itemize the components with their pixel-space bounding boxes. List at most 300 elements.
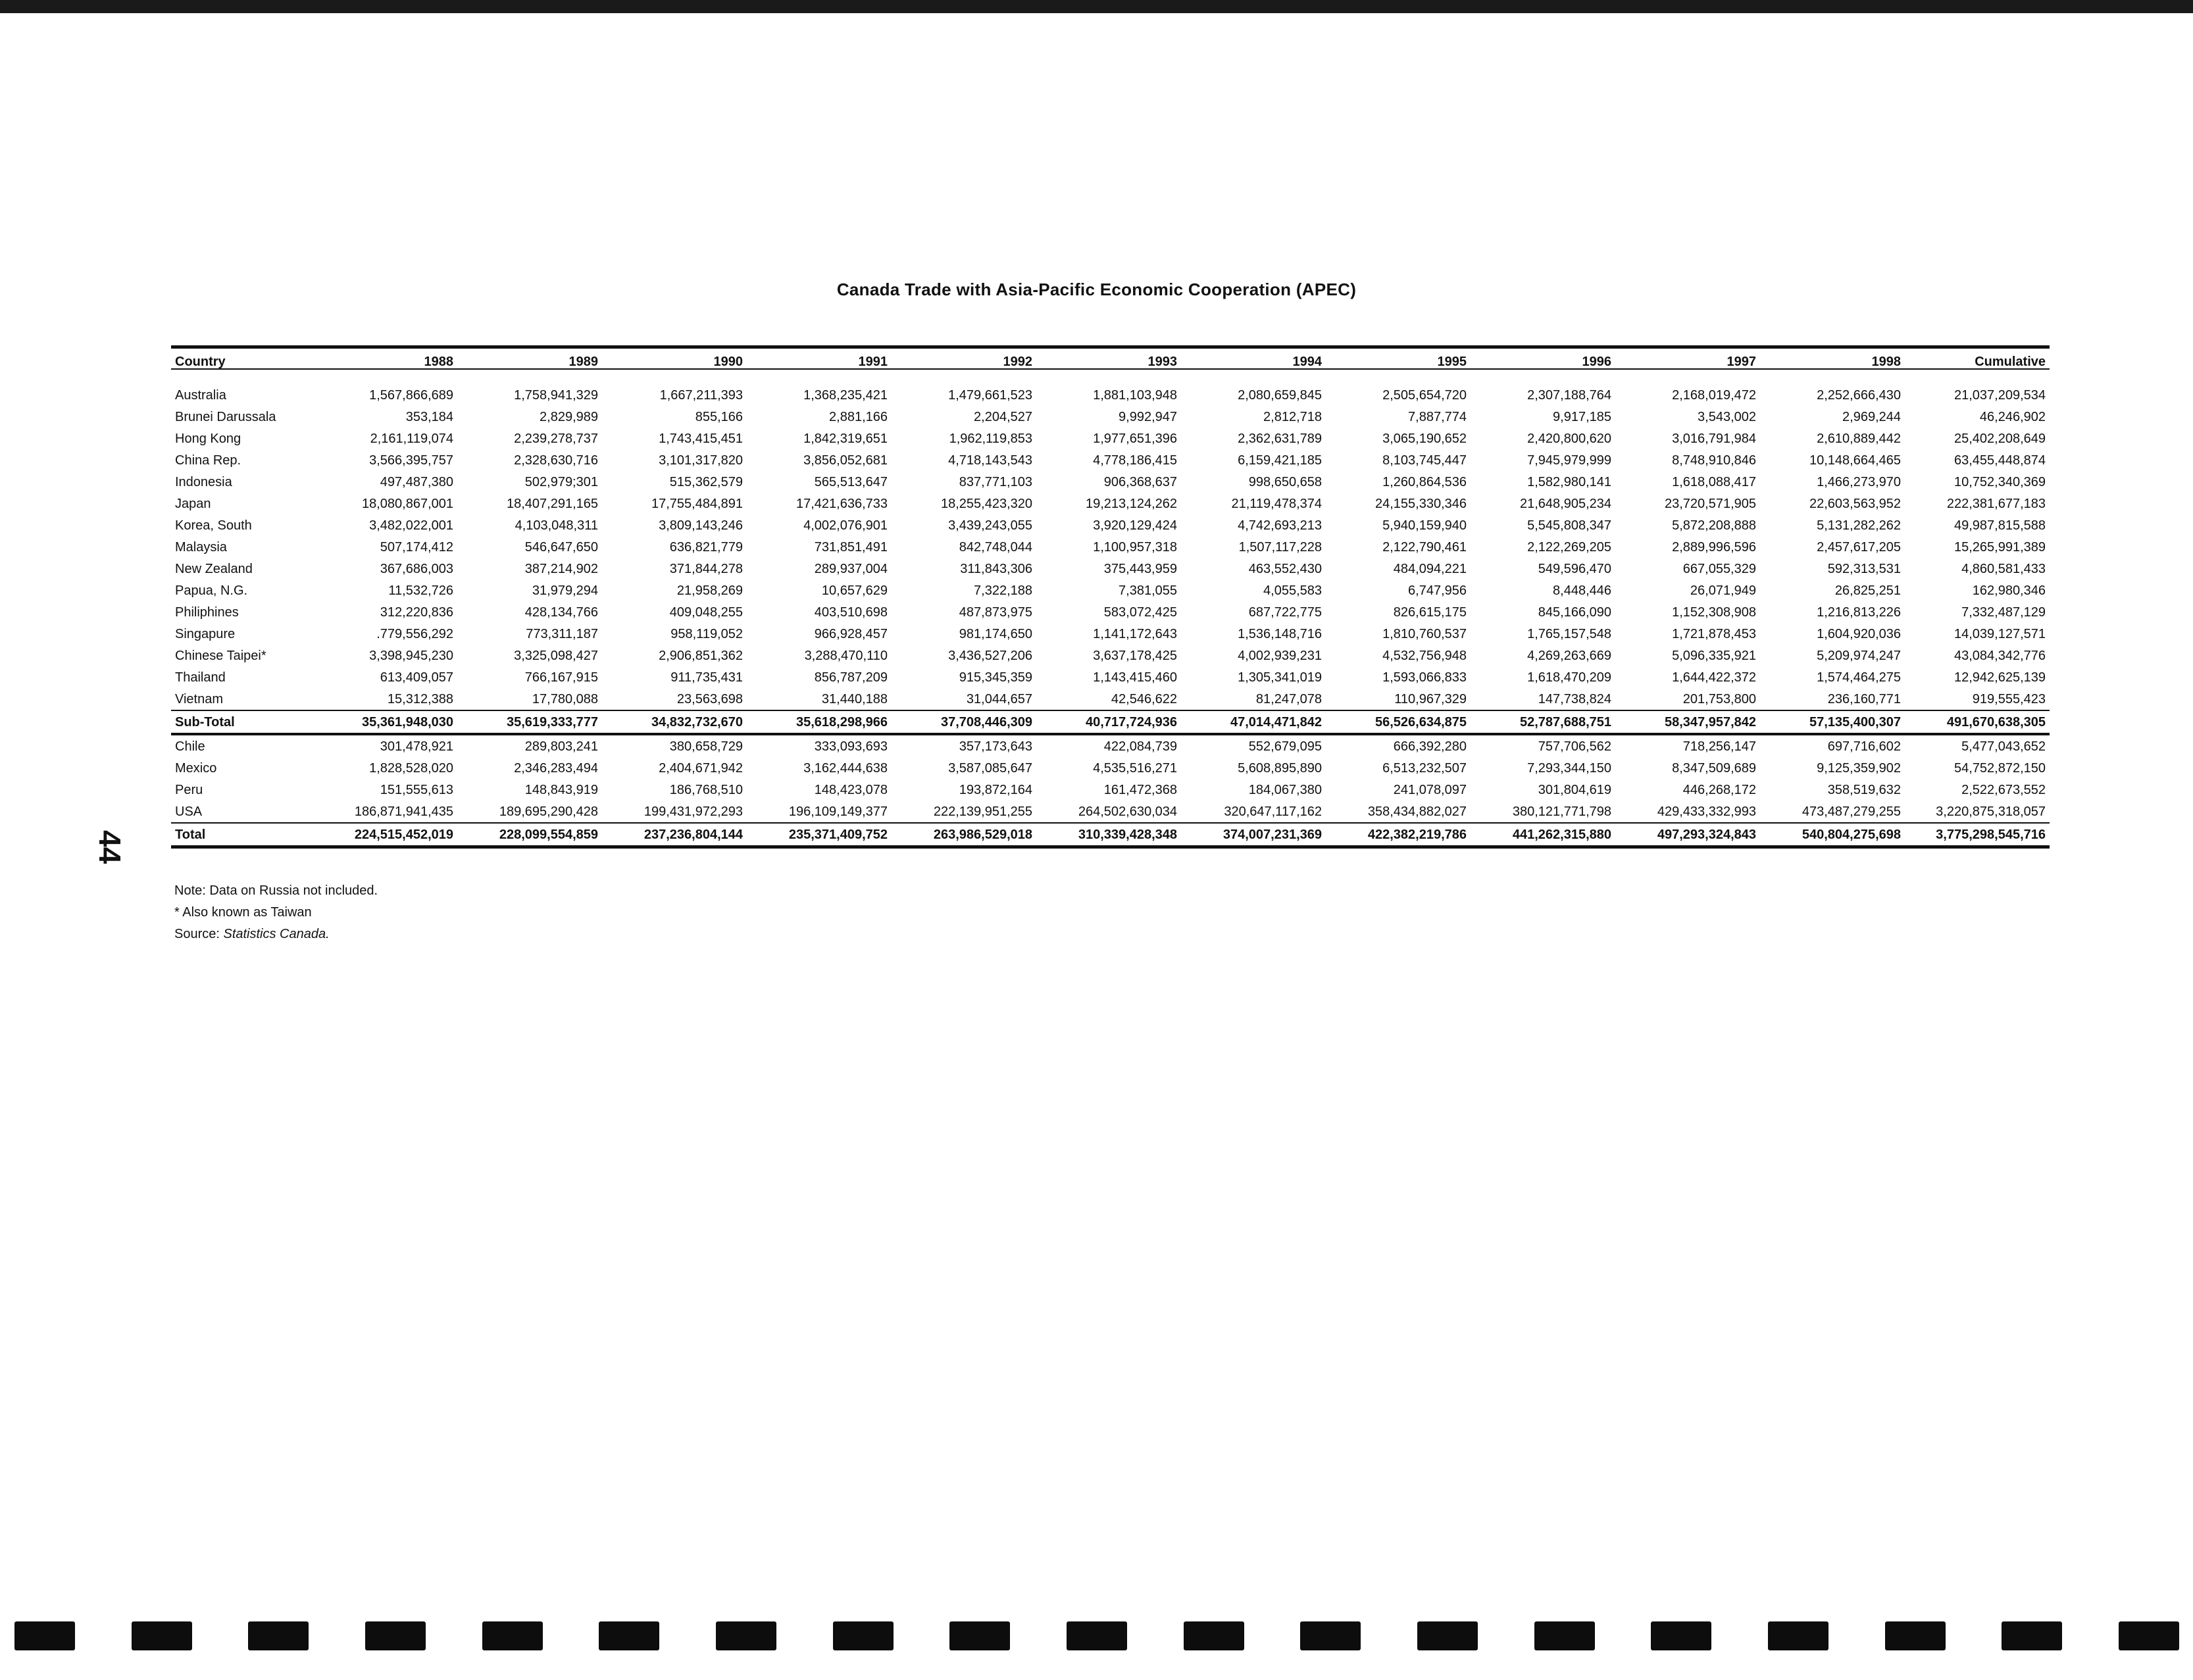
value-cell: 52,787,688,751: [1471, 710, 1615, 734]
value-cell: 502,979;301: [524, 474, 598, 489]
value-cell: 7,945,979,999: [1527, 453, 1611, 468]
country-cell: Korea, South: [175, 518, 252, 533]
value-cell: 5,477,043,652: [1961, 739, 2046, 754]
value-cell: 26,825,251: [1834, 583, 1901, 598]
value-cell: 1,765,157,548: [1527, 626, 1611, 641]
table-row: [171, 688, 2050, 710]
footer-dash: [1534, 1621, 1595, 1650]
source-value: Statistics Canada.: [223, 927, 330, 941]
value-cell: 3,220,875,318,057: [1936, 804, 2046, 819]
value-cell: 320,647,117,162: [1224, 804, 1322, 819]
value-cell: 2,812,718: [1263, 409, 1322, 424]
value-cell: 42,546,622: [1111, 691, 1177, 706]
value-cell: 441,262,315,880: [1471, 823, 1615, 847]
value-cell: 2,362,631,789: [1238, 431, 1322, 446]
value-cell: 2,328,630,716: [514, 453, 598, 468]
table-row: [171, 601, 2050, 623]
value-cell: 25,402,208,649: [1954, 431, 2046, 446]
value-cell: 666,392,280: [1393, 739, 1467, 754]
value-cell: 2,204,527: [974, 409, 1032, 424]
value-cell: 1,582,980,141: [1527, 474, 1611, 489]
footer-dash: [1651, 1621, 1711, 1650]
value-cell: 35,618,298,966: [747, 710, 892, 734]
value-cell: 718,256,147: [1682, 739, 1756, 754]
table-row: [171, 536, 2050, 558]
value-cell: 14,039,127,571: [1954, 626, 2046, 641]
value-cell: 4,532,756,948: [1382, 648, 1467, 663]
value-cell: 473,487,279,255: [1802, 804, 1901, 819]
value-cell: 147,738,824: [1538, 691, 1611, 706]
spacer-row: [171, 369, 2050, 384]
value-cell: 3,288,470,110: [804, 648, 888, 663]
value-cell: 21,958,269: [676, 583, 743, 598]
value-cell: 3,436,527,206: [948, 648, 1032, 663]
value-cell: 23,563,698: [676, 691, 743, 706]
value-cell: 35,361,948,030: [313, 710, 457, 734]
table-row: [171, 514, 2050, 536]
scan-footer-dashes: [14, 1621, 2179, 1654]
value-cell: 3,775,298,545,716: [1905, 823, 2050, 847]
value-cell: 2,522,673,552: [1961, 782, 2046, 797]
value-cell: 906,368,637: [1103, 474, 1177, 489]
value-cell: 3,920,129,424: [1093, 518, 1177, 533]
scan-top-border: [0, 0, 2193, 13]
trade-table: [171, 345, 2050, 849]
value-cell: 2,346,283,494: [514, 760, 598, 776]
value-cell: 546,647,650: [524, 539, 598, 555]
value-cell: 428,134,766: [524, 605, 598, 620]
value-cell: 1,368,235,421: [803, 387, 888, 403]
value-cell: 1,842,319,651: [803, 431, 888, 446]
value-cell: 2,122,269,205: [1527, 539, 1611, 555]
value-cell: 17,421,636,733: [795, 496, 888, 511]
country-cell: Papua, N.G.: [175, 583, 248, 598]
table-row: [171, 406, 2050, 428]
country-cell: Peru: [175, 782, 203, 797]
table-row: [171, 493, 2050, 514]
value-cell: 958,119,052: [670, 626, 743, 641]
value-cell: 2,307,188,764: [1527, 387, 1611, 403]
value-cell: 3,809,143,246: [659, 518, 743, 533]
value-cell: 1,667,211,393: [659, 387, 743, 403]
value-cell: 58,347,957,842: [1615, 710, 1760, 734]
value-cell: 9,992,947: [1119, 409, 1177, 424]
value-cell: 3,016,791,984: [1672, 431, 1756, 446]
value-cell: 422,382,219,786: [1326, 823, 1471, 847]
value-cell: 3,856,052,681: [803, 453, 888, 468]
value-cell: 10,148,664,465: [1809, 453, 1901, 468]
page-number: 44: [93, 830, 127, 864]
country-cell: Chinese Taipei*: [175, 648, 266, 663]
value-cell: 592,313,531: [1827, 561, 1901, 576]
column-header-1997: 1997: [1615, 347, 1760, 370]
value-cell: 43,084,342,776: [1954, 648, 2046, 663]
value-cell: 241,078,097: [1393, 782, 1467, 797]
value-cell: 54,752,872,150: [1954, 760, 2046, 776]
value-cell: 380,121,771,798: [1512, 804, 1611, 819]
value-cell: 403,510,698: [814, 605, 888, 620]
value-cell: 766,167,915: [524, 670, 598, 685]
value-cell: 228,099,554,859: [457, 823, 602, 847]
value-cell: 289,803,241: [524, 739, 598, 754]
value-cell: 842,748,044: [959, 539, 1032, 555]
value-cell: 3,162,444,638: [803, 760, 888, 776]
value-cell: 3,325,098,427: [514, 648, 598, 663]
value-cell: 23,720,571,905: [1664, 496, 1756, 511]
value-cell: 497,293,324,843: [1615, 823, 1760, 847]
value-cell: 5,131,282,262: [1817, 518, 1901, 533]
value-cell: 17,755,484,891: [651, 496, 743, 511]
value-cell: 12,942,625,139: [1954, 670, 2046, 685]
value-cell: 1,260,864,536: [1382, 474, 1467, 489]
value-cell: 2,404,671,942: [659, 760, 743, 776]
source-label: Source:: [174, 927, 224, 941]
value-cell: 18,080,867,001: [361, 496, 453, 511]
value-cell: 4,860,581,433: [1961, 561, 2046, 576]
table-row: [171, 645, 2050, 666]
value-cell: 4,002,076,901: [803, 518, 888, 533]
column-header-1994: 1994: [1181, 347, 1326, 370]
table-row: [171, 801, 2050, 823]
value-cell: 301,804,619: [1538, 782, 1611, 797]
value-cell: 2,881,166: [829, 409, 888, 424]
value-cell: 5,209,974,247: [1817, 648, 1901, 663]
value-cell: 222,139,951,255: [933, 804, 1032, 819]
column-header-cumulative: Cumulative: [1905, 347, 2050, 370]
value-cell: 911,735,431: [670, 670, 743, 685]
value-cell: 1,618,088,417: [1672, 474, 1756, 489]
country-cell: Hong Kong: [175, 431, 241, 446]
note-russia: Note: Data on Russia not included.: [174, 883, 378, 898]
value-cell: 358,434,882,027: [1367, 804, 1467, 819]
value-cell: 5,872,208,888: [1672, 518, 1756, 533]
value-cell: 311,843,306: [960, 561, 1032, 576]
value-cell: 222,381,677,183: [1946, 496, 2046, 511]
value-cell: 110,967,329: [1394, 691, 1467, 706]
value-cell: 4,055,583: [1263, 583, 1322, 598]
footer-dash: [1184, 1621, 1244, 1650]
value-cell: 21,037,209,534: [1954, 387, 2046, 403]
footer-dash: [1417, 1621, 1478, 1650]
value-cell: 63,455,448,874: [1954, 453, 2046, 468]
value-cell: 484,094,221: [1393, 561, 1467, 576]
table-row: [171, 449, 2050, 471]
value-cell: 56,526,634,875: [1326, 710, 1471, 734]
value-cell: 2,168,019,472: [1672, 387, 1756, 403]
total-row: [171, 823, 2050, 847]
value-cell: 2,080,659,845: [1238, 387, 1322, 403]
value-cell: 236,160,771: [1827, 691, 1901, 706]
value-cell: 3,482,022,001: [369, 518, 453, 533]
value-cell: 186,871,941,435: [354, 804, 453, 819]
value-cell: 7,322,188: [974, 583, 1032, 598]
value-cell: 757,706,562: [1538, 739, 1611, 754]
value-cell: 1,644,422,372: [1672, 670, 1756, 685]
value-cell: 463,552,430: [1248, 561, 1322, 576]
value-cell: 375,443,959: [1103, 561, 1177, 576]
value-cell: 2,161,119,074: [370, 431, 453, 446]
value-cell: 1,604,920,036: [1817, 626, 1901, 641]
value-cell: 37,708,446,309: [892, 710, 1036, 734]
value-cell: 981,174,650: [959, 626, 1032, 641]
value-cell: 409,048,255: [669, 605, 743, 620]
value-cell: 9,125,359,902: [1817, 760, 1901, 776]
value-cell: 380,658,729: [669, 739, 743, 754]
value-cell: 10,657,629: [821, 583, 888, 598]
country-cell: Japan: [175, 496, 211, 511]
value-cell: 636,821,779: [669, 539, 743, 555]
value-cell: 687,722,775: [1248, 605, 1322, 620]
value-cell: 4,778,186,415: [1093, 453, 1177, 468]
country-cell: Indonesia: [175, 474, 232, 489]
value-cell: 1,828,528,020: [369, 760, 453, 776]
country-cell: Malaysia: [175, 539, 227, 555]
value-cell: 1,100,957,318: [1093, 539, 1177, 555]
table-row: [171, 734, 2050, 757]
footer-dash: [132, 1621, 192, 1650]
subtotal-row: [171, 710, 2050, 734]
country-cell: Sub-Total: [171, 710, 313, 734]
value-cell: 3,439,243,055: [948, 518, 1032, 533]
value-cell: 199,431,972,293: [643, 804, 743, 819]
table-title: Canada Trade with Asia-Pacific Economic Cooperation (APEC): [836, 280, 1357, 299]
table-row: [171, 666, 2050, 688]
value-cell: 387,214,902: [524, 561, 598, 576]
table-row: [171, 428, 2050, 449]
value-cell: 148,843,919: [524, 782, 598, 797]
value-cell: 4,002,939,231: [1238, 648, 1322, 663]
value-cell: 1,743,415,451: [659, 431, 743, 446]
value-cell: 2,457,617,205: [1817, 539, 1901, 555]
value-cell: 1,507,117,228: [1238, 539, 1322, 555]
footer-dash: [365, 1621, 426, 1650]
value-cell: 1,574,464,275: [1817, 670, 1901, 685]
value-cell: 81,247,078: [1255, 691, 1322, 706]
value-cell: 201,753,800: [1682, 691, 1756, 706]
value-cell: 2,906,851,362: [659, 648, 743, 663]
column-header-1998: 1998: [1760, 347, 1905, 370]
column-header-1989: 1989: [457, 347, 602, 370]
value-cell: 773,311,187: [526, 626, 598, 641]
value-cell: 5,545,808,347: [1527, 518, 1611, 533]
value-cell: 856,787,209: [814, 670, 888, 685]
value-cell: 1,618,470,209: [1527, 670, 1611, 685]
country-cell: Total: [171, 823, 313, 847]
country-cell: Brunei Darussala: [175, 409, 276, 424]
value-cell: 17,780,088: [532, 691, 598, 706]
value-cell: 263,986,529,018: [892, 823, 1036, 847]
value-cell: 46,246,902: [1979, 409, 2046, 424]
country-cell: Thailand: [175, 670, 226, 685]
value-cell: 35,619,333,777: [457, 710, 602, 734]
value-cell: 7,332,487,129: [1961, 605, 2046, 620]
value-cell: 1,721,878,453: [1672, 626, 1756, 641]
value-cell: 184,067,380: [1248, 782, 1322, 797]
value-cell: 2,252,666,430: [1817, 387, 1901, 403]
footer-dash: [1885, 1621, 1946, 1650]
footer-dash: [248, 1621, 309, 1650]
value-cell: 151,555,613: [380, 782, 453, 797]
value-cell: 3,543,002: [1698, 409, 1756, 424]
value-cell: 11,532,726: [388, 583, 453, 598]
value-cell: 966,928,457: [814, 626, 888, 641]
value-cell: 845,166,090: [1538, 605, 1611, 620]
value-cell: 371,844,278: [669, 561, 743, 576]
table-body: [171, 369, 2050, 847]
footer-dash: [14, 1621, 75, 1650]
footer-dash: [949, 1621, 1010, 1650]
value-cell: 487,873,975: [959, 605, 1032, 620]
table-row: [171, 384, 2050, 406]
column-header-1996: 1996: [1471, 347, 1615, 370]
value-cell: 565,513,647: [814, 474, 888, 489]
country-cell: Australia: [175, 387, 226, 403]
value-cell: 6,159,421,185: [1238, 453, 1322, 468]
value-cell: 1,479,661,523: [948, 387, 1032, 403]
value-cell: 49,987,815,588: [1954, 518, 2046, 533]
value-cell: 31,044,657: [966, 691, 1032, 706]
value-cell: 1,466,273,970: [1817, 474, 1901, 489]
value-cell: 5,940,159,940: [1382, 518, 1467, 533]
country-cell: Philiphines: [175, 605, 239, 620]
footer-dash: [2119, 1621, 2179, 1650]
value-cell: 855,166: [695, 409, 743, 424]
value-cell: 4,269,263,669: [1527, 648, 1611, 663]
value-cell: 837,771,103: [959, 474, 1032, 489]
value-cell: 358,519,632: [1827, 782, 1901, 797]
value-cell: 31,979,294: [532, 583, 598, 598]
value-cell: 3,637,178,425: [1093, 648, 1177, 663]
spacer-cell: [171, 369, 2050, 384]
table-row: [171, 779, 2050, 801]
table-notes: [174, 880, 378, 945]
table-row: [171, 558, 2050, 580]
table-row: [171, 623, 2050, 645]
column-header-1991: 1991: [747, 347, 892, 370]
footer-dash: [1300, 1621, 1361, 1650]
country-cell: USA: [175, 804, 203, 819]
value-cell: 8,748,910,846: [1672, 453, 1756, 468]
country-cell: Vietnam: [175, 691, 224, 706]
value-cell: 4,718,143,543: [948, 453, 1032, 468]
value-cell: 193,872,164: [959, 782, 1032, 797]
value-cell: 1,977,651,396: [1093, 431, 1177, 446]
value-cell: 4,742,693,213: [1238, 518, 1322, 533]
value-cell: 7,887,774: [1408, 409, 1467, 424]
value-cell: 10,752,340,369: [1954, 474, 2046, 489]
value-cell: 26,071,949: [1690, 583, 1756, 598]
value-cell: 1,305,341,019: [1238, 670, 1322, 685]
value-cell: 497,487,380: [380, 474, 453, 489]
value-cell: 731,851,491: [814, 539, 888, 555]
value-cell: 40,717,724,936: [1036, 710, 1181, 734]
value-cell: 1,881,103,948: [1093, 387, 1177, 403]
value-cell: 422,084,739: [1103, 739, 1177, 754]
value-cell: 2,889,996,596: [1672, 539, 1756, 555]
value-cell: 1,810,760,537: [1382, 626, 1467, 641]
value-cell: 1,962,119,853: [949, 431, 1032, 446]
value-cell: 5,608,895,890: [1238, 760, 1322, 776]
country-cell: Singapure: [175, 626, 236, 641]
country-cell: Mexico: [175, 760, 217, 776]
value-cell: 34,832,732,670: [602, 710, 747, 734]
value-cell: 1,593,066,833: [1382, 670, 1467, 685]
value-cell: 3,587,085,647: [948, 760, 1032, 776]
table-row: [171, 580, 2050, 601]
footer-dash: [833, 1621, 894, 1650]
value-cell: 1,216,813,226: [1817, 605, 1901, 620]
value-cell: 162,980,346: [1972, 583, 2046, 598]
column-header-1988: 1988: [313, 347, 457, 370]
footer-dash: [2002, 1621, 2062, 1650]
value-cell: 1,758,941,329: [514, 387, 598, 403]
value-cell: 998,650,658: [1248, 474, 1322, 489]
value-cell: 2,829,989: [540, 409, 598, 424]
table-header-row: [171, 347, 2050, 370]
value-cell: 491,670,638,305: [1905, 710, 2050, 734]
value-cell: 6,747,956: [1408, 583, 1467, 598]
value-cell: .779,556,292: [376, 626, 453, 641]
value-cell: 2,610,889,442: [1817, 431, 1901, 446]
footer-dash: [599, 1621, 659, 1650]
value-cell: 2,969,244: [1842, 409, 1901, 424]
value-cell: 5,096,335,921: [1672, 648, 1756, 663]
footer-dash: [716, 1621, 776, 1650]
value-cell: 515,362,579: [669, 474, 743, 489]
value-cell: 552,679,095: [1248, 739, 1322, 754]
column-header-1992: 1992: [892, 347, 1036, 370]
value-cell: 3,065,190,652: [1382, 431, 1467, 446]
value-cell: 4,103,048,311: [515, 518, 598, 533]
value-cell: 8,103,745,447: [1382, 453, 1467, 468]
value-cell: 2,420,800,620: [1527, 431, 1611, 446]
value-cell: 919,555,423: [1972, 691, 2046, 706]
value-cell: 667,055,329: [1682, 561, 1756, 576]
value-cell: 2,122,790,461: [1382, 539, 1467, 555]
value-cell: 15,265,991,389: [1954, 539, 2046, 555]
value-cell: 357,173,643: [959, 739, 1032, 754]
value-cell: 549,596,470: [1538, 561, 1611, 576]
value-cell: 3,101,317,820: [659, 453, 743, 468]
value-cell: 18,407,291,165: [506, 496, 598, 511]
value-cell: 310,339,428,348: [1036, 823, 1181, 847]
value-cell: 21,648,905,234: [1519, 496, 1611, 511]
value-cell: 2,239,278,737: [514, 431, 598, 446]
value-cell: 1,143,415,460: [1093, 670, 1177, 685]
note-taiwan: * Also known as Taiwan: [174, 905, 312, 920]
value-cell: 6,513,232,507: [1382, 760, 1467, 776]
value-cell: 237,236,804,144: [602, 823, 747, 847]
value-cell: 57,135,400,307: [1760, 710, 1905, 734]
value-cell: 148,423,078: [814, 782, 888, 797]
value-cell: 289,937,004: [814, 561, 888, 576]
value-cell: 19,213,124,262: [1085, 496, 1177, 511]
value-cell: 507,174,412: [380, 539, 453, 555]
value-cell: 196,109,149,377: [788, 804, 888, 819]
value-cell: 613,409,057: [380, 670, 453, 685]
value-cell: 8,448,446: [1553, 583, 1611, 598]
note-source: [174, 924, 378, 945]
value-cell: 333,093,693: [814, 739, 888, 754]
value-cell: 1,536,148,716: [1238, 626, 1322, 641]
value-cell: 697,716,602: [1827, 739, 1901, 754]
country-cell: Chile: [175, 739, 205, 754]
value-cell: 353,184: [405, 409, 453, 424]
value-cell: 3,566,395,757: [369, 453, 453, 468]
value-cell: 7,381,055: [1119, 583, 1177, 598]
value-cell: 8,347,509,689: [1672, 760, 1756, 776]
value-cell: 446,268,172: [1682, 782, 1756, 797]
